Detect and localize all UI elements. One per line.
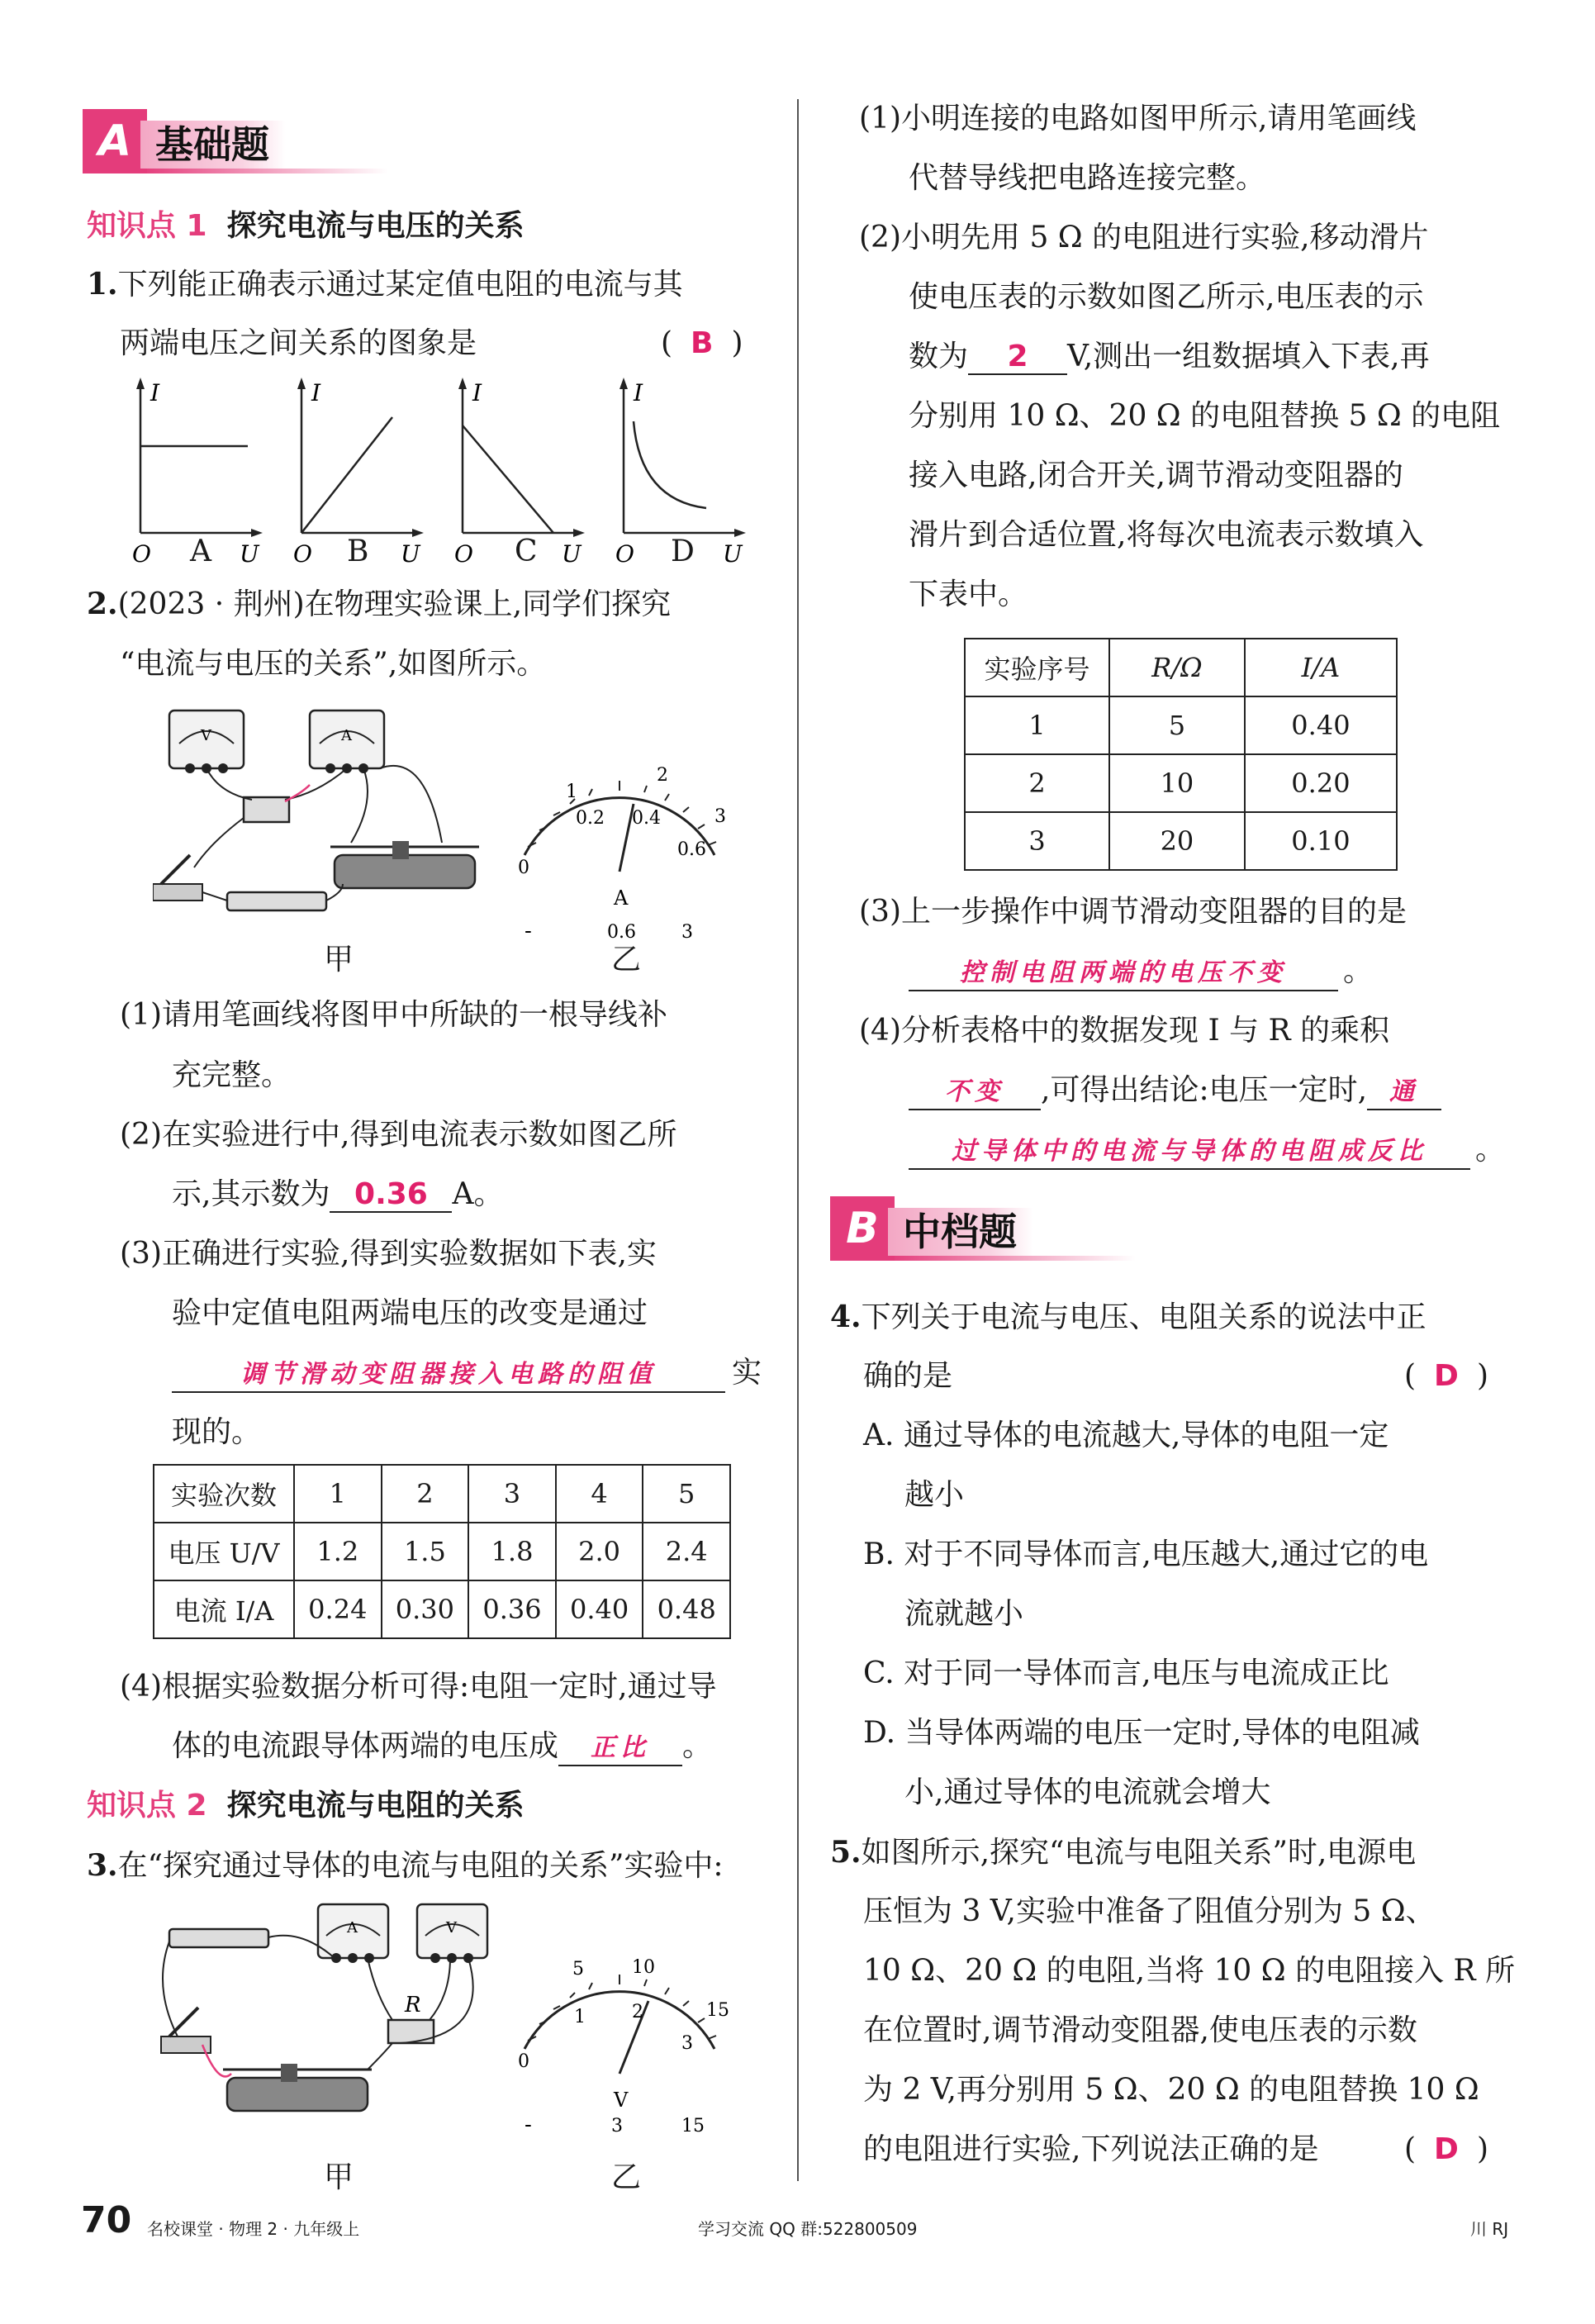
q2-th-1: 1 [294,1465,382,1523]
graph-a-axis-y: I [150,379,160,406]
svg-text:O: O [454,540,473,568]
q3-tick-15: 15 [706,2000,729,2021]
q2-th-5: 5 [643,1465,730,1523]
q3-th-2: I/A [1245,639,1397,696]
q4-option-b-line2: 流就越小 [904,1597,1024,1631]
q3-tick-0: 0 [518,2051,529,2072]
q3-sub4-line3: 过导体中的电流与导体的电阻成反比 。 [909,1130,1505,1170]
q2-tick-0: 0 [518,858,529,878]
q4-option-d-line2: 小,通过导体的电流就会增大 [904,1775,1271,1809]
graph-a-origin: O [132,540,151,568]
q2-battery [227,892,326,910]
q2-switch [153,855,202,901]
q3-ammeter [318,1904,388,1963]
q3-th-1: R/Ω [1109,639,1245,696]
section-a-underline [140,169,388,173]
kp2-title: 探究电流与电阻的关系 [226,1789,525,1823]
q3-sub2-line5: 接入电路,闭合开关,调节滑动变阻器的 [909,459,1403,492]
svg-text:O: O [293,540,312,568]
q3-battery [169,1929,268,1947]
q5-answer-bracket: ( D ) [1404,2132,1488,2166]
q2-voltmeter [169,711,244,773]
q3-terminal-minus: - [525,2113,532,2136]
q1-option-c-label: C [515,535,538,568]
q2-i-5: 0.48 [643,1580,730,1638]
q5-line6: 的电阻进行实验,下列说法正确的是 [863,2132,1319,2166]
knowledge-point-1 [87,207,525,246]
q5-line3: 10 Ω、20 Ω 的电阻,当将 10 Ω 的电阻接入 R 所 [863,1954,1516,1988]
q2-terminal-minus: - [525,919,532,942]
section-a-letter: A [83,109,147,173]
q3-sub4-answer2b: 过导体中的电流与导体的电阻成反比 [952,1137,1427,1166]
q3-voltmeter-dial [508,1958,731,2136]
q1-option-d-label: D [671,535,695,568]
q3-sub1-line1: (1)小明连接的电路如图甲所示,请用笔画线 [859,102,1417,135]
q4-option-a-line2: 越小 [904,1478,965,1512]
q2-sub1-line2: 充完整。 [172,1058,292,1092]
q4-option-c-line1: C. 对于同一导体而言,电压与电流成正比 [863,1656,1389,1690]
q3-sub2-answer: 2 [1007,340,1028,373]
q3-sub2-line7: 下表中。 [909,577,1028,611]
table-row: 3 20 0.10 [965,812,1397,870]
q4-answer-bracket: ( D ) [1404,1359,1488,1393]
q2-tick-3: 3 [714,806,726,827]
q2-th-4: 4 [556,1465,643,1523]
q2-rheostat [330,841,479,888]
q2-sub3-line3: 调节滑动变阻器接入电路的阻值 实 [172,1353,762,1393]
q5-line2: 压恒为 3 V,实验中准备了阻值分别为 5 Ω、 [863,1894,1436,1928]
q3-circuit-diagram [153,1896,525,2127]
q2-i-3: 0.36 [468,1580,556,1638]
svg-text:I: I [311,379,321,406]
q2-sub1-line1: (1)请用笔画线将图甲中所缺的一根导线补 [120,998,667,1032]
q3-sub2-line6: 滑片到合适位置,将每次电流表示数填入 [909,518,1424,552]
q3-fig-yi-label: 乙 [611,2160,642,2194]
graph-a-axis-x: U [240,540,259,568]
q5-line5: 为 2 V,再分别用 5 Ω、20 Ω 的电阻替换 10 Ω [863,2073,1479,2107]
kp1-label: 知识点 1 [87,209,207,243]
q2-sub4-line1: (4)根据实验数据分析可得:电阻一定时,通过导 [120,1670,717,1704]
svg-text:U: U [562,540,582,568]
section-b-letter: B [830,1196,895,1261]
q1-option-a-label: A [190,535,211,568]
table-row: 1 5 0.40 [965,696,1397,754]
q2-u-5: 2.4 [643,1523,730,1580]
q2-data-table [153,1464,731,1639]
q1-option-b-label: B [347,535,369,568]
q1-line2: 两端电压之间关系的图象是 [120,326,477,360]
svg-text:I: I [472,379,482,406]
q3-sub2-line3: 数为 2 V,测出一组数据填入下表,再 [909,340,1430,373]
q2-ammeter-dial [508,764,731,942]
section-a-badge [83,109,413,182]
footer-book: 名校课堂 · 物理 2 · 九年级上 [147,2219,360,2239]
svg-text:V: V [201,727,211,744]
q2-tick-0.2: 0.2 [576,808,605,829]
q3-sub4-line2: 不变 ,可得出结论:电压一定时, 通 [909,1071,1441,1110]
svg-text:U: U [401,540,420,568]
q3-tick-5: 5 [572,1959,584,1979]
svg-text:I: I [634,379,643,406]
q4-option-a-line1: A. 通过导体的电流越大,导体的电阻一定 [863,1419,1389,1452]
q2-line1: 2.(2023 · 荆州)在物理实验课上,同学们探究 [87,587,672,621]
q2-fig-jia-label: 甲 [324,943,354,977]
q3-sub2-line1: (2)小明先用 5 Ω 的电阻进行实验,移动滑片 [859,221,1429,254]
q2-i-2: 0.30 [382,1580,469,1638]
q2-meter-unit: A [614,886,629,910]
svg-text:V: V [446,1919,457,1937]
q3-voltmeter [417,1904,487,1963]
q3-sub4-line1: (4)分析表格中的数据发现 I 与 R 的乘积 [859,1014,1390,1048]
table-row: 2 10 0.20 [965,754,1397,812]
q2-u-1: 1.2 [294,1523,382,1580]
column-divider [797,99,799,2181]
q2-sub2-line1: (2)在实验进行中,得到电流表示数如图乙所 [120,1118,677,1152]
q4-line1: 4.下列关于电流与电压、电阻关系的说法中正 [830,1300,1426,1334]
q1-answer-bracket: ( B ) [661,326,743,360]
q2-th-3: 3 [468,1465,556,1523]
q2-u-0: 电压 U/V [154,1523,294,1580]
q3-line1: 3.在“探究通过导体的电流与电阻的关系”实验中: [87,1848,724,1883]
svg-text:A: A [341,727,352,744]
page-number: 70 [81,2199,132,2241]
q2-tick-2: 2 [657,765,668,786]
q3-tick-3: 3 [681,2033,693,2054]
q3-sub4-answer1: 不变 [945,1077,1004,1106]
q2-resistor [244,797,289,822]
q3-rheostat [223,2064,372,2111]
footer-edition: 川 RJ [1470,2219,1509,2239]
q3-tick-10: 10 [632,1958,655,1978]
q3-fig-jia-label: 甲 [324,2160,354,2194]
graph-b-curve [301,417,392,533]
q3-terminal-15: 15 [681,2116,705,2136]
q3-sub4-answer2a: 通 [1389,1077,1420,1106]
q3-sub2-line2: 使电压表的示数如图乙所示,电压表的示 [909,280,1424,314]
q2-tick-0.6: 0.6 [677,839,706,860]
q4-answer: D [1434,1359,1459,1393]
svg-text:O: O [615,540,634,568]
table-row [154,1465,730,1523]
q3-sub1-line2: 代替导线把电路连接完整。 [909,161,1266,195]
q2-sub3-line1: (3)正确进行实验,得到实验数据如下表,实 [120,1237,657,1271]
q2-ammeter [310,711,384,773]
q3-sub2-line4: 分别用 10 Ω、20 Ω 的电阻替换 5 Ω 的电阻 [909,399,1501,433]
q3-sub3-line1: (3)上一步操作中调节滑动变阻器的目的是 [859,895,1407,929]
q2-u-4: 2.0 [556,1523,643,1580]
q2-tick-0.4: 0.4 [632,808,661,829]
q4-line2: 确的是 [863,1359,953,1393]
q2-tick-1: 1 [566,782,577,802]
q1-line1: 1.下列能正确表示通过某定值电阻的电流与其 [87,267,683,302]
q2-sub3-line2: 验中定值电阻两端电压的改变是通过 [172,1296,648,1330]
svg-text:A: A [347,1919,358,1937]
q2-circuit-diagram [153,702,500,917]
section-b-title: 中档题 [888,1208,1033,1256]
q2-terminal-06: 0.6 [607,922,636,942]
q5-line4: 在位置时,调节滑动变阻器,使电压表的示数 [863,2013,1417,2047]
q1-answer: B [691,326,714,360]
kp1-title: 探究电流与电压的关系 [226,209,525,243]
graph-d-curve [634,421,706,508]
q3-tick-2: 2 [632,2002,643,2022]
q4-option-d-line1: D. 当导体两端的电压一定时,导体的电阻减 [863,1716,1420,1750]
footer-qq: 学习交流 QQ 群:522800509 [698,2219,918,2239]
q2-u-2: 1.5 [382,1523,469,1580]
section-b-badge [830,1196,1161,1269]
q4-option-b-line1: B. 对于不同导体而言,电压越大,通过它的电 [863,1537,1429,1571]
q3-sub3-line2: 控制电阻两端的电压不变 。 [909,952,1373,991]
q3-meter-unit: V [614,2089,629,2112]
q2-i-0: 电流 I/A [154,1580,294,1638]
q2-sub4-answer: 正比 [591,1733,651,1762]
q2-th-0: 实验次数 [154,1465,294,1523]
q2-i-4: 0.40 [556,1580,643,1638]
table-row [154,1580,730,1638]
knowledge-point-2 [87,1786,525,1826]
q2-sub3-line4: 现的。 [172,1415,262,1449]
q5-answer: D [1434,2132,1459,2166]
q5-line1: 5.如图所示,探究“电流与电阻关系”时,电源电 [830,1835,1417,1870]
q2-fig-yi-label: 乙 [611,943,642,977]
q3-tick-1: 1 [574,2007,586,2027]
graph-c-curve [463,425,553,533]
kp2-label: 知识点 2 [87,1789,207,1823]
q3-th-0: 实验序号 [965,639,1109,696]
q2-sub4-line2: 体的电流跟导体两端的电压成 正比 。 [172,1727,712,1766]
section-a-title: 基础题 [140,121,286,169]
q2-line2: “电流与电压的关系”,如图所示。 [120,647,547,681]
table-row [965,639,1397,696]
q3-terminal-3: 3 [611,2116,623,2136]
q2-sub2-answer: 0.36 [354,1177,428,1211]
q2-terminal-3: 3 [681,922,693,942]
q2-sub2-line2: 示,其示数为 0.36 A。 [172,1177,504,1211]
q2-th-2: 2 [382,1465,469,1523]
table-row [154,1523,730,1580]
svg-text:U: U [723,540,743,568]
section-b-underline [888,1256,1136,1261]
q3-data-table [964,638,1398,871]
q2-u-3: 1.8 [468,1523,556,1580]
q3-resistor-label: R [405,1993,421,2017]
q2-sub3-answer: 调节滑动变阻器接入电路的阻值 [240,1360,657,1389]
q3-sub3-answer: 控制电阻两端的电压不变 [960,958,1287,987]
q2-i-1: 0.24 [294,1580,382,1638]
